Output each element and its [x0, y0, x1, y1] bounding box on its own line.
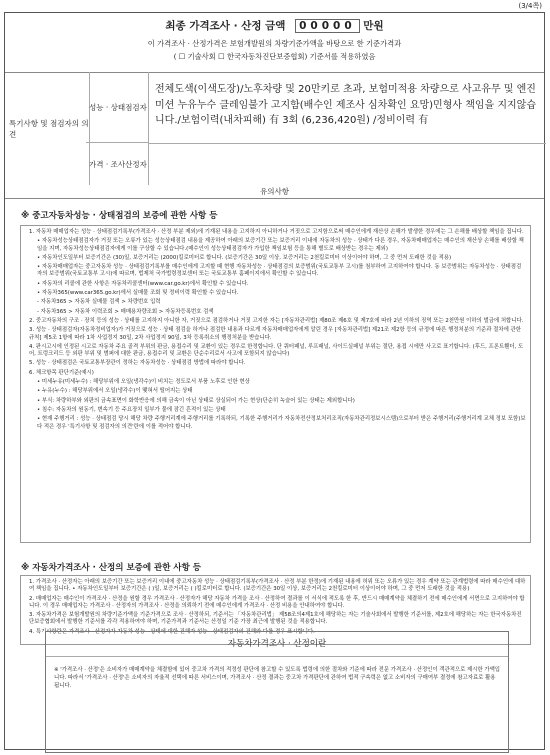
notice-item: • 미세누유(미세누수) : 해당부위에 오일(냉각수)이 비치는 정도로서 부품 노후로 인한 현상	[37, 379, 250, 386]
definition-title: 자동차가격조사 · 산정이란	[46, 632, 508, 657]
opinion-row-label: 특기사항 및 점검자의 의견	[5, 72, 90, 185]
section2-title: ※ 자동차가격조사 · 산정의 보증에 관한 사항 등	[21, 563, 202, 573]
final-price-unit: 만원	[363, 20, 384, 32]
inspector-opinion-text: 전체도색(이색도장)/노후차량 및 20만키로 초과, 보험미적용 차량으로 사고유무 및 엔진미션 누유누수 클레임불가 고지함(배수인 제조사 심차확인 요망)민형사 책임을 지지않습니다./보험이력(내차피해) 有 3회 (6,236,420원) /정비이력 有	[155, 84, 536, 126]
notice-item: 4. 판시고시에 인정된 시고로 자동차 주요 골격 부위의 판금, 용접수리 및 교환이 있는 경우로 한정합니다. 단 쿼터패널, 루프패널, 사이드실패널 부위는 절단, 용접 시에만 사고로 표기합니다. (후드, 프론트휀더, 도어, 트렁크리드 등 외판 부위 및 범퍼에 대한 판금, 용접수리 및 교환은 단순수리로서 사고에 포함되지 않습니다)	[29, 343, 524, 358]
notice-item: • 누유(누수) : 해당부위에서 오일(냉각수)이 맺혀서 떨어지는 상태	[37, 388, 193, 395]
definition-box	[45, 631, 509, 753]
notice-item: • 침수: 자동차의 원동기, 변속기 등 주요장치 일부가 물에 잠긴 흔적이 있는 상태	[37, 406, 226, 413]
section1-title: ※ 중고자동차성능 · 상태점검의 보증에 관한 사항 등	[21, 211, 218, 221]
notice-item: • 자동차365(www.car365.go.kr)에서 실매물 조회 및 정비이력 확인할 수 있습니다.	[37, 290, 239, 297]
standard-applied-text: ( ☐ 기술사회 ☐ 한국자동차진단보증협회) 기준서를 적용하였음	[173, 52, 376, 61]
notice-item: 2. 매매업자는 매수인이 가격조사 · 산정을 원할 경우 가격조사 · 산정자가 해당 자동차 가격을 조사 · 산정하여 결과를 이 서식에 적도록 한 후, 반드시 매매계약을 체결하기 전에 매수인에게 서면으로 고지하여야 합니다. 이 경우 매매업자는 가격조사 · 산정자의 가격조사 · 산정을 의뢰하기 전에 매수인에게 가격조사 · 산정 비용을 안내하여야 합니다.	[29, 595, 525, 609]
final-price-amount: 00000	[295, 19, 360, 33]
inspection-record-frame	[4, 12, 545, 750]
price-assessor-label: 가격 · 조사산정자	[86, 143, 149, 185]
notice-item: • 자동차의 리콜에 관한 사항은 자동차리콜센터(www.car.go.kr)에서 확인할 수 있습니다.	[37, 280, 249, 287]
notice-item: 4. 특기사항란은 가격조사 · 산정자가 자동차 성능 · 상태에 대한 건해가 성능 · 상태점검자의 건해와 다를 경우 표시합니다.	[29, 628, 315, 635]
price-summary-section	[5, 13, 544, 73]
section1-box	[20, 225, 531, 543]
notice-item: 6. 체크항목 판단기준(예시)	[29, 369, 94, 376]
final-price-label: 최종 가격조사 · 산정 금액	[165, 20, 286, 32]
section1-list	[21, 226, 530, 431]
section2-list	[21, 576, 530, 636]
notice-item: - 자동차365 > 자동차 실매물 검색 > 차량번호 입력	[37, 299, 161, 306]
divider	[149, 143, 546, 144]
notice-item: • 자동차성능상태점검자가 거짓 또는 오류가 있는 성능상태점검 내용을 제공하여 아래의 보증기간 또는 보증거리 이내에 자동차의 성능 · 상태가 다른 경우, 자동차매매업자는 매수인의 재산상 손해를 배상할 책임을 지며, 자동차성능상태점검자에게 이를 구상할 수 있습니다.(매수인이 성능상태점검자가 가입한 책임보험 등을 통해 별도로 배상받는 경우는 제외)	[37, 238, 524, 252]
notice-item: 1. 자동차 매매업자는 성능 · 상태점검기록부(가격조사 · 산정 부분 제외)에 기재된 내용을 고지하지 아니하거나 거짓으로 고지함으로써 매수인에게 재산상 손해가 발생한 경우에는 그 손해를 배상할 책임을 집니다.	[29, 229, 524, 235]
definition-text: ※ '가격조사 · 산정'은 소비자가 매매계약을 체결함에 있어 중고차 가격의 적정성 판단에 참고할 수 있도록 법령에 의한 절차와 기준에 따라 전문 가격조사 · 산정인이 객관적으로 제시한 가액입니다. 따라서 '가격조사 · 산정'은 소비자의 자율적 선택에 따른 서비스이며, 가격조사 · 산정 결과는 중고차 가격판단에 관하여 법적 구속력은 없고 소비자의 구매여부 결정에 참고자료로 활용됩니다.	[54, 667, 501, 689]
inspector-label: 성능 · 상태점검자	[86, 72, 149, 143]
notice-item: • 자동차매매업자는 중고자동차 성능 · 상태점검기록부를 매수인에게 고지할 때 현행 자동차성능 · 상태점검의 보증범위(국토교통부 고시)를 첨부하여 고지하여야 합니다. 동 보증범위는 자동차성능 · 상태점검자의 보증범위(국토교통부 고시)에 따르며, 법제처 국가법령정보센터 또는 국토교통부 홈페이지에서 확인할 수 있습니다.	[37, 264, 522, 278]
notice-item: - 자동차365 > 자동차 이력조회 > 매매용차량조회 > 자동차등록번호 검색	[37, 308, 214, 315]
page-number: (3/4쪽)	[518, 2, 542, 10]
notice-header: 유의사항	[5, 185, 544, 199]
notice-item: 3. 성능 · 상태점검자(자동차정비업자)가 거짓으로 성능 · 상태 점검을 하거나 점검한 내용과 다르게 자동차매매업자에게 알린 경우 [자동차관리법] 제21조 제2항 등의 규정에 따른 행정처분의 기준과 절차에 관한 규칙] 제5조 1항에 따라 1차 사업정지 30일, 2차 사업정지 90일, 3차 등록취소의 행정처분을 받습니다.	[29, 327, 521, 341]
notice-item: • 현재 주행거리 : 성능 · 상태점검 당시 해당 차량 주행거리계에 주행거리를 기록하되, 기록한 주행거리가 자동차전산정보처리조직(자동차관리정보시스템)으로부터 받은 주행거리(주행거리계 교체 정보 포함)보다 적은 경우 '특기사항 및 점검자의 의견'란에 이를 적어야 합니다.	[37, 416, 526, 430]
notice-item: 5. 성능 · 상태점검은 국토교통부장관이 정하는 자동차성능 · 상태점검 방법에 따라야 합니다.	[29, 360, 246, 367]
price-basis-text: 이 가격조사 · 산정가격은 보험개발원의 차량기준가액을 바탕으로 한 기준가격과	[147, 39, 402, 48]
notice-item: 3. 자동차가격은 보험개발원의 차량기준가액을 기준가격으로 조사 · 산정하되, 기준서는 「자동차관리법」 제58조의4제1호에 해당하는 자는 기술사회에서 발행한 기준서를, 제2호에 해당하는 자는 한국자동차진단보증협회에서 발행한 기준서를 각각 적용하여야 하며, 기준가격과 기준서는 산정일 기준 가장 최근에 발행된 것을 적용합니다.	[29, 612, 522, 626]
final-price-row	[5, 18, 544, 33]
notice-item: 1. 가격조사 · 산정자는 아래의 보증기간 또는 보증거리 이내에 중고자동차 성능 · 상태점검기록부(가격조사 · 산정 부분 한정)에 기재된 내용에 허위 또는 오류가 있는 경우 계약 또는 관계법령에 따라 매수인에 대하여 책임을 집니다. • 자동차인도일부터 보증기간은 ( )일, 보증거리는 ( )킬로미터로 합니다. (보증기간은 30일 이상, 보증거리는 2천킬로미터 이상이어야 하며, 그 중 먼저 도래한 것을 적용)	[29, 579, 526, 593]
notice-item: • 부식: 차량하부와 외판의 금속표면이 화학반응에 의해 금속이 아닌 상태로 상실되어 가는 현상(단순히 녹슬어 있는 상태는 제외합니다)	[37, 397, 355, 404]
notice-item: • 자동차인도일부터 보증기간은 (30)일, 보증거리는 (2000)킬로미터로 합니다. (보증기간은 30일 이상, 보증거리는 2천킬로미터 이상이어야 하며, 그 중 먼저 도래한 것을 적용)	[37, 254, 452, 261]
notice-item: 2. 중고자동차의 구조 · 장치 등의 성능 · 상태를 고지하지 아니한 자, 거짓으로 점검하거나 거짓 고지한 자는 [자동차관리법] 제80조 제6호 및 제7호에 따라 2년 이하의 징역 또는 2천만원 이하의 벌금에 처합니다.	[29, 317, 524, 324]
opinion-section	[5, 72, 544, 186]
